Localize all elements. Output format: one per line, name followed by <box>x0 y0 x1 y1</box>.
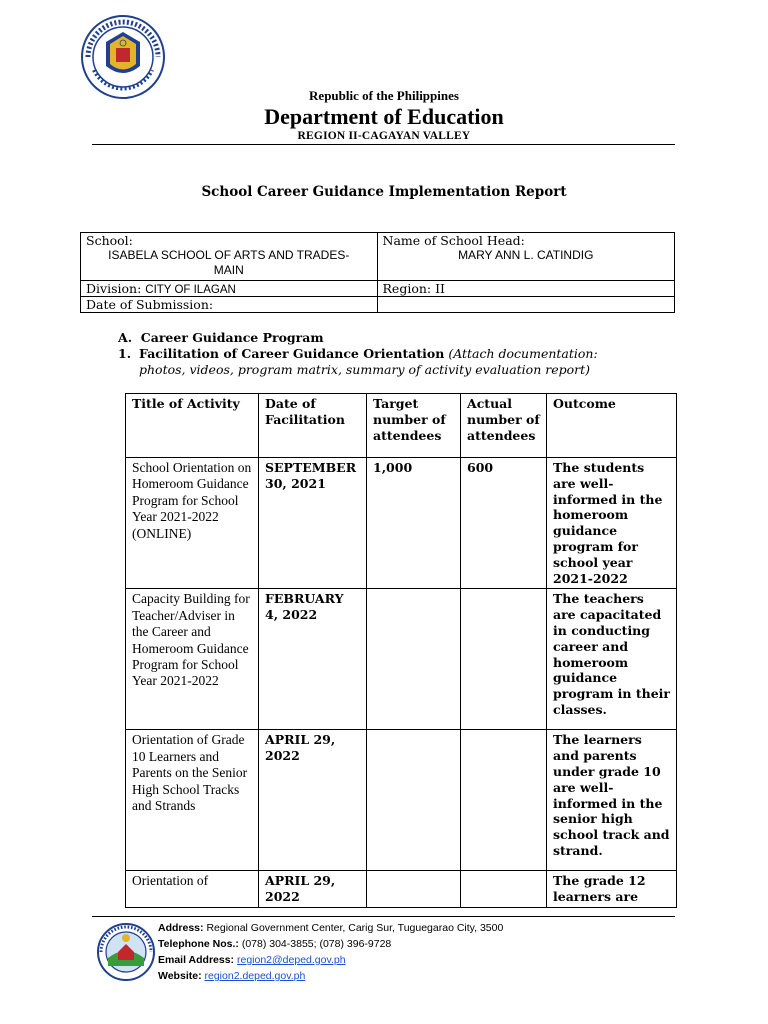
activity-table <box>125 393 677 908</box>
school-value-line2: MAIN <box>213 263 244 277</box>
division-cell <box>81 281 378 297</box>
activity-outcome: The learners and parents under grade 10 are well-informed in the senior high school track and strand. <box>547 730 677 871</box>
activity-date: APRIL 29, 2022 <box>259 871 367 908</box>
activity-target: 1,000 <box>367 458 461 589</box>
table-row <box>126 458 677 589</box>
activity-title: Orientation of <box>126 871 259 908</box>
header-title-of-activity: Title of Activity <box>126 394 259 458</box>
telephone-value: (078) 304-3855; (078) 396-9728 <box>241 938 392 950</box>
activity-actual <box>461 871 547 908</box>
region-cell: Region: II <box>377 281 674 297</box>
submission-value <box>377 297 674 313</box>
activity-target <box>367 871 461 908</box>
activity-target <box>367 730 461 871</box>
activity-title: School Orientation on Homeroom Guidance Program for School Year 2021-2022 (ONLINE) <box>126 458 259 589</box>
table-header-row <box>126 394 677 458</box>
school-label: School: <box>86 233 133 248</box>
department-heading: Department of Education <box>264 104 504 129</box>
activity-target <box>367 589 461 730</box>
address-label: Address: <box>158 922 204 934</box>
school-value <box>86 248 372 278</box>
footer-telephone <box>158 936 503 952</box>
activity-actual <box>461 730 547 871</box>
section-a-marker: A. <box>118 330 133 345</box>
footer-website <box>158 968 503 984</box>
activity-outcome: The students are well-informed in the homeroom guidance program for school year 2021-2022 <box>547 458 677 589</box>
section-a-title: Career Guidance Program <box>140 330 324 345</box>
header-actual-attendees: Actual number of attendees <box>461 394 547 458</box>
header-outcome: Outcome <box>547 394 677 458</box>
table-row <box>126 871 677 908</box>
activity-actual <box>461 589 547 730</box>
footer-divider <box>92 916 675 917</box>
table-row <box>126 589 677 730</box>
activity-actual: 600 <box>461 458 547 589</box>
head-value: MARY ANN L. CATINDIG <box>458 248 594 262</box>
head-label: Name of School Head: <box>382 233 525 248</box>
division-label: Division: <box>86 281 142 296</box>
activity-date: FEBRUARY 4, 2022 <box>259 589 367 730</box>
school-info-table <box>80 232 675 313</box>
email-label: Email Address: <box>158 954 235 966</box>
activity-date: APRIL 29, 2022 <box>259 730 367 871</box>
website-label: Website: <box>158 970 202 982</box>
republic-heading: Republic of the Philippines <box>309 88 459 103</box>
section-1-title: Facilitation of Career Guidance Orientation <box>139 346 445 361</box>
address-value: Regional Government Center, Carig Sur, Tuguegarao City, 3500 <box>206 922 504 934</box>
regional-office-seal-logo <box>96 922 156 982</box>
footer-contact <box>158 920 503 984</box>
website-link[interactable]: region2.deped.gov.ph <box>204 970 306 982</box>
school-cell <box>81 233 378 281</box>
section-1-note-continued: photos, videos, program matrix, summary of activity evaluation report) <box>139 362 591 377</box>
submission-cell: Date of Submission: <box>81 297 378 313</box>
telephone-label: Telephone Nos.: <box>158 938 239 950</box>
activity-outcome: The teachers are capacitated in conducting career and homeroom guidance program in their classes. <box>547 589 677 730</box>
header-target-attendees: Target number of attendees <box>367 394 461 458</box>
section-1-heading <box>118 346 598 361</box>
table-row <box>126 730 677 871</box>
header-divider <box>92 144 675 145</box>
activity-title: Capacity Building for Teacher/Adviser in the Career and Homeroom Guidance Program for School Year 2021-2022 <box>126 589 259 730</box>
section-1-marker: 1. <box>118 346 132 361</box>
footer-email <box>158 952 503 968</box>
activity-date: SEPTEMBER 30, 2021 <box>259 458 367 589</box>
activity-outcome: The grade 12 learners are <box>547 871 677 908</box>
activity-title: Orientation of Grade 10 Learners and Parents on the Senior High School Tracks and Strands <box>126 730 259 871</box>
report-title: School Career Guidance Implementation Report <box>201 184 567 200</box>
school-value-line1: ISABELA SCHOOL OF ARTS AND TRADES- <box>108 248 350 262</box>
section-1-note: (Attach documentation: <box>448 346 598 361</box>
section-a-heading <box>118 330 324 345</box>
header-date-of-facilitation: Date of Facilitation <box>259 394 367 458</box>
head-cell <box>377 233 674 281</box>
email-link[interactable]: region2@deped.gov.ph <box>236 954 346 966</box>
region-heading: REGION II-CAGAYAN VALLEY <box>297 130 471 142</box>
division-value: CITY OF ILAGAN <box>145 284 236 296</box>
footer-address <box>158 920 503 936</box>
